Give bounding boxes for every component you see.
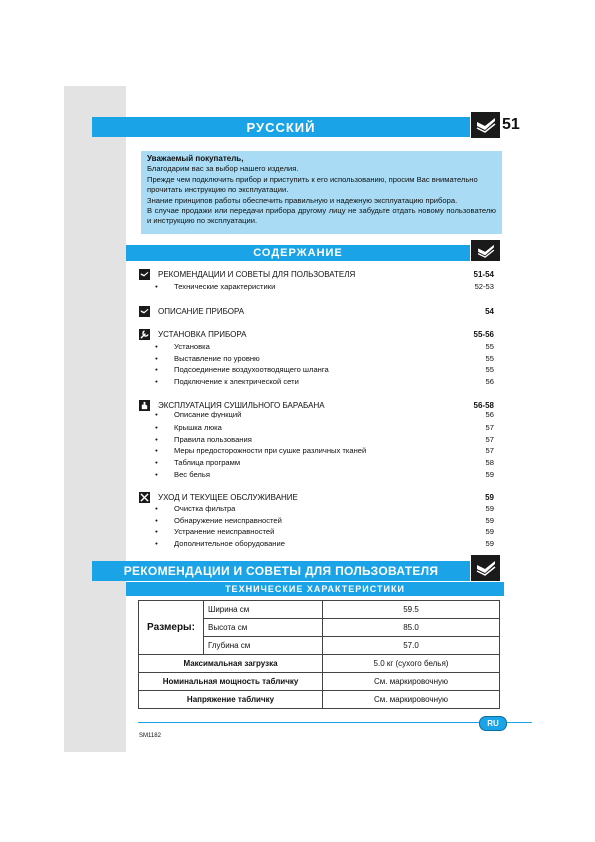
toc-section-pages: 59	[485, 492, 494, 502]
book-icon	[471, 555, 500, 581]
table-row	[139, 655, 500, 673]
toc-section-pages: 55-56	[473, 329, 494, 339]
toc-item[interactable]: • Подключение к электрической сети 56	[155, 377, 494, 386]
recommend-title: РЕКОМЕНДАЦИИ И СОВЕТЫ ДЛЯ ПОЛЬЗОВАТЕЛЯ	[123, 564, 439, 578]
book-icon	[139, 306, 150, 317]
toc-item[interactable]: • Таблица программ 58	[155, 458, 494, 467]
toc-section[interactable]	[139, 268, 494, 280]
table-row	[139, 691, 500, 709]
header-title: РУССКИЙ	[246, 120, 316, 135]
spec-value: 5.0 кг (сухого белья)	[323, 655, 500, 673]
footer-divider	[138, 722, 480, 723]
spec-table	[138, 600, 500, 709]
spec-label: Номинальная мощность табличку	[139, 673, 323, 691]
toc-section[interactable]	[139, 328, 494, 340]
intro-line: В случае продажи или передачи прибора другому лицу не забудьте отдать новому пользователю и инструкцию по эксплуатации.	[147, 206, 496, 226]
toc-section-title: ЭКСПЛУАТАЦИЯ СУШИЛЬНОГО БАРАБАНА	[158, 400, 325, 410]
intro-box	[141, 151, 502, 234]
dimension-value: 85.0	[323, 619, 500, 637]
spec-value: См. маркировочную	[323, 691, 500, 709]
spec-label: Максимальная загрузка	[139, 655, 323, 673]
document-code: SM1182	[139, 733, 161, 739]
intro-line: Знание принципов работы обеспечить правильную и надежную эксплуатацию прибора.	[147, 195, 458, 205]
book-icon	[471, 240, 500, 261]
toc-item[interactable]: • Правила пользования 57	[155, 435, 494, 444]
toc-item[interactable]: • Меры предосторожности при сушке различных тканей 57	[155, 446, 494, 455]
table-row	[139, 673, 500, 691]
toc-section-title: ОПИСАНИЕ ПРИБОРА	[158, 306, 245, 316]
hand-icon	[139, 400, 150, 411]
wrench-icon	[139, 329, 150, 340]
intro-line: Благодарим вас за выбор нашего изделия.	[147, 164, 299, 174]
contents-title: СОДЕРЖАНИЕ	[253, 247, 343, 259]
toc-item[interactable]: • Очистка фильтра 59	[155, 504, 494, 513]
intro-greeting: Уважаемый покупатель,	[147, 154, 244, 163]
toc-section-pages: 54	[485, 306, 494, 316]
dimension-label: Ширина см	[204, 601, 323, 619]
toc-section-title: РЕКОМЕНДАЦИИ И СОВЕТЫ ДЛЯ ПОЛЬЗОВАТЕЛЯ	[158, 269, 356, 279]
dimension-label: Глубина см	[204, 637, 323, 655]
toc-section-title: УСТАНОВКА ПРИБОРА	[158, 329, 247, 339]
dimension-value: 57.0	[323, 637, 500, 655]
toc-item[interactable]: • Технические характеристики 52-53	[155, 282, 494, 291]
toc-item[interactable]: • Обнаружение неисправностей 59	[155, 516, 494, 525]
language-badge: RU	[479, 716, 507, 731]
spec-value: См. маркировочную	[323, 673, 500, 691]
toc-item[interactable]: • Выставление по уровню 55	[155, 354, 494, 363]
tools-icon	[139, 492, 150, 503]
toc-section[interactable]	[139, 399, 494, 411]
header-band	[92, 117, 470, 137]
toc-section-pages: 51-54	[473, 269, 494, 279]
intro-line: Прежде чем подключить прибор и приступить к его использованию, просим Вас внимательно прочитать инструкцию по эксплуатации.	[147, 174, 478, 195]
toc-item[interactable]: • Подсоединение воздухоотводящего шланга 55	[155, 365, 494, 374]
toc-item[interactable]: • Установка 55	[155, 342, 494, 351]
dimension-label: Высота см	[204, 619, 323, 637]
toc-item[interactable]: • Крышка люка 57	[155, 423, 494, 432]
toc-section[interactable]	[139, 491, 494, 503]
recommend-band	[92, 561, 470, 581]
toc-section[interactable]	[139, 305, 494, 317]
page-number: 51	[502, 116, 520, 133]
book-icon	[139, 269, 150, 280]
gray-side-strip	[64, 86, 126, 752]
dimension-value: 59.5	[323, 601, 500, 619]
contents-band	[126, 245, 470, 261]
toc-section-pages: 56-58	[473, 400, 494, 410]
toc-section-title: УХОД И ТЕКУЩЕЕ ОБСЛУЖИВАНИЕ	[158, 492, 298, 502]
toc-item[interactable]: • Описание функций 56	[155, 411, 494, 418]
toc-item[interactable]: • Дополнительное оборудование 59	[155, 539, 494, 548]
toc-item[interactable]: • Вес белья 59	[155, 470, 494, 477]
table-row	[139, 601, 500, 619]
footer-divider	[506, 722, 532, 723]
toc-item[interactable]: • Устранение неисправностей 59	[155, 527, 494, 536]
book-icon	[471, 112, 500, 138]
size-label: Размеры:	[139, 601, 204, 655]
spec-label: Напряжение табличку	[139, 691, 323, 709]
spec-subtitle: ТЕХНИЧЕСКИЕ ХАРАКТЕРИСТИКИ	[126, 582, 504, 596]
